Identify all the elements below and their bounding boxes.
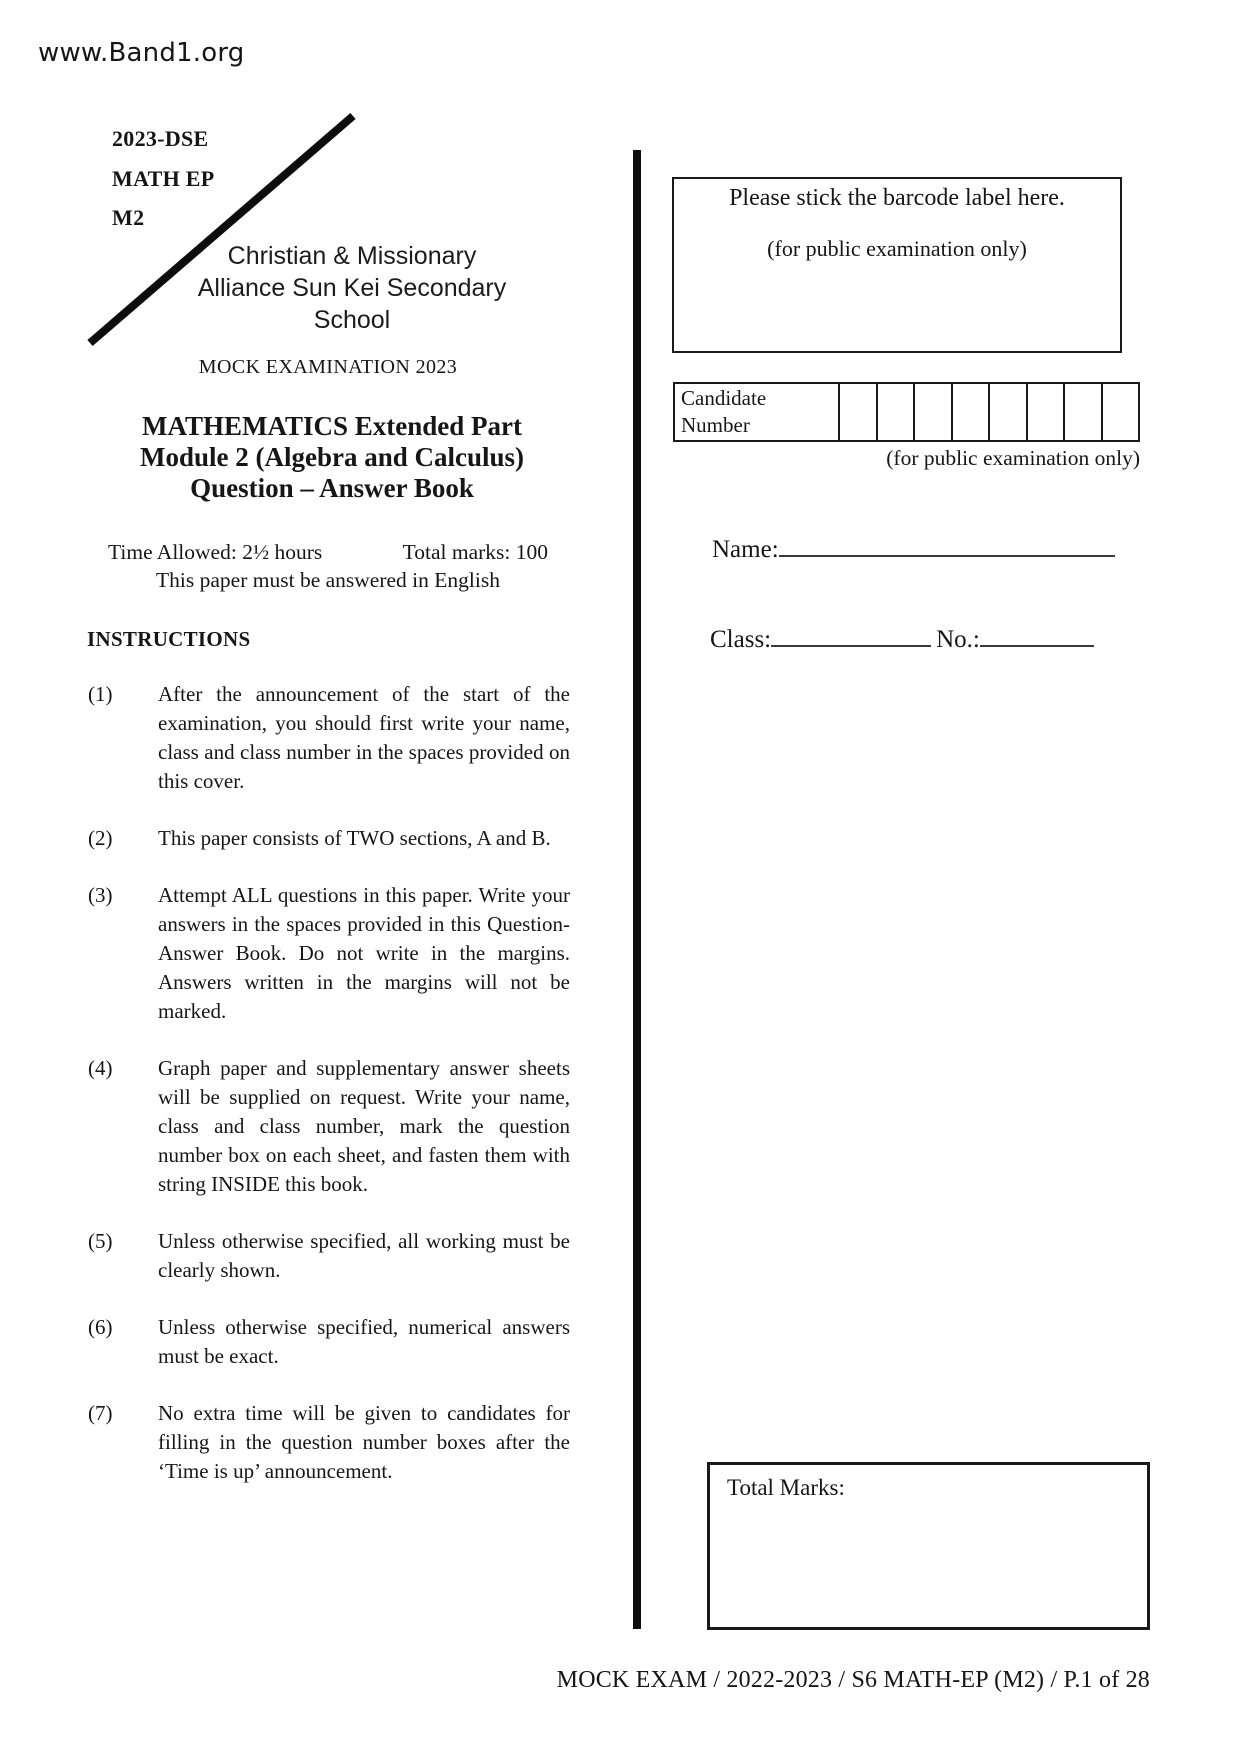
paper-title — [102, 411, 562, 504]
instruction-number: (6) — [88, 1315, 113, 1339]
instruction-number: (5) — [88, 1229, 113, 1253]
instruction-item-5 — [88, 1227, 570, 1285]
exam-code-subject: MATH EP — [112, 166, 215, 191]
candidate-number-cell — [913, 384, 951, 440]
instruction-number: (3) — [88, 883, 113, 907]
candidate-number-table — [673, 382, 1140, 442]
instruction-item-7 — [88, 1399, 570, 1486]
barcode-instruction: Please stick the barcode label here. — [729, 185, 1065, 211]
barcode-label-box — [672, 177, 1122, 353]
site-url: www.Band1.org — [38, 38, 245, 68]
instruction-text: Attempt ALL questions in this paper. Write your answers in the spaces provided in this Question-Answer Book. Do not write in the margins. Answers written in the margins will not be marked. — [158, 883, 570, 1023]
instruction-number: (2) — [88, 826, 113, 850]
page-footer: MOCK EXAM / 2022-2023 / S6 MATH-EP (M2) / P.1 of 28 — [556, 1667, 1150, 1693]
no-write-line — [980, 621, 1094, 647]
paper-title-line1: MATHEMATICS Extended Part — [142, 411, 522, 441]
candidate-number-cell — [1101, 384, 1139, 440]
candidate-number-cell — [1063, 384, 1101, 440]
instruction-number: (7) — [88, 1401, 113, 1425]
total-marks-box — [707, 1462, 1150, 1630]
instructions-heading: INSTRUCTIONS — [87, 627, 251, 651]
name-write-line — [779, 531, 1115, 557]
class-field-row — [710, 621, 1094, 654]
candidate-public-exam-note: (for public examination only) — [886, 446, 1140, 470]
mock-exam-title: MOCK EXAMINATION 2023 — [198, 356, 458, 378]
class-label: Class: — [710, 626, 772, 653]
instruction-number: (1) — [88, 682, 113, 706]
instructions-list — [88, 680, 570, 1514]
paper-title-line2: Module 2 (Algebra and Calculus) — [139, 442, 525, 472]
instruction-item-1 — [88, 680, 570, 796]
candidate-number-cell — [838, 384, 876, 440]
no-label: No.: — [936, 626, 980, 653]
paper-title-line3: Question – Answer Book — [190, 473, 474, 503]
vertical-divider-rule — [633, 150, 641, 1629]
name-label: Name: — [712, 536, 779, 563]
candidate-number-cell — [1026, 384, 1064, 440]
school-name-line2: Alliance Sun Kei Secondary — [197, 274, 507, 302]
instruction-text: After the announcement of the start of the examination, you should first write your name, class and class number in the spaces provided on this cover. — [158, 682, 570, 793]
total-marks-label: Total Marks: — [727, 1475, 845, 1500]
instruction-text: This paper consists of TWO sections, A and B. — [158, 826, 551, 850]
instruction-text: Unless otherwise specified, numerical answers must be exact. — [158, 1315, 570, 1368]
time-allowed: Time Allowed: 2½ hours — [108, 540, 323, 564]
instruction-item-6 — [88, 1313, 570, 1371]
school-name-line1: Christian & Missionary — [227, 242, 477, 270]
candidate-label-line1: Candidate — [681, 386, 767, 410]
candidate-number-cell — [876, 384, 914, 440]
instruction-text: Graph paper and supplementary answer sheets will be supplied on request. Write your name, class and class number, mark the question number box on each sheet, and fasten them with string INSIDE this book. — [158, 1056, 570, 1196]
name-field-row — [712, 531, 1115, 564]
instruction-item-2 — [88, 824, 570, 853]
instruction-item-4 — [88, 1054, 570, 1199]
barcode-public-exam-note: (for public examination only) — [767, 236, 1027, 261]
exam-meta — [108, 540, 548, 565]
total-marks-note: Total marks: 100 — [402, 540, 548, 564]
instruction-text: Unless otherwise specified, all working must be clearly shown. — [158, 1229, 570, 1282]
candidate-number-label — [675, 384, 838, 440]
candidate-number-cell — [988, 384, 1026, 440]
class-write-line — [771, 621, 931, 647]
candidate-number-cell — [951, 384, 989, 440]
school-name — [150, 240, 554, 336]
instruction-item-3 — [88, 881, 570, 1026]
instruction-text: No extra time will be given to candidates for filling in the question number boxes after the ‘Time is up’ announcement. — [158, 1401, 570, 1483]
instruction-number: (4) — [88, 1056, 113, 1080]
candidate-label-line2: Number — [681, 413, 750, 437]
language-note: This paper must be answered in English — [156, 568, 500, 592]
exam-code-year: 2023-DSE — [112, 126, 209, 151]
school-name-line3: School — [313, 306, 391, 334]
exam-code-module: M2 — [112, 205, 145, 230]
